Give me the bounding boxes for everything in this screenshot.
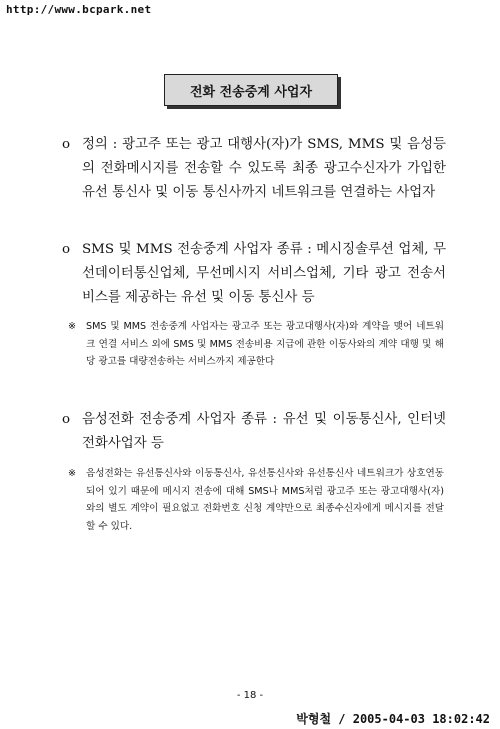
page-title <box>164 74 338 106</box>
author-timestamp: 박형철 / 2005-04-03 18:02:42 <box>296 712 490 726</box>
page-title-text: 전화 전송중계 사업자 <box>189 84 313 100</box>
bullet-definition <box>62 133 446 205</box>
bullet-text: SMS 및 MMS 전송중계 사업자 종류 : 메시징솔루션 업체, 무선데이터통신업체, 무선메시지 서비스업체, 기타 광고 전송서비스를 제공하는 유선 및 이동 통신사 등 <box>82 242 446 305</box>
note-sms-mms <box>68 318 444 371</box>
note-mark: ※ <box>68 468 77 479</box>
page-number: - 18 - <box>236 690 264 701</box>
bullet-mark: o <box>62 412 71 427</box>
bullet-text: 음성전화 전송중계 사업자 종류 : 유선 및 이동통신사, 인터넷 전화사업자 등 <box>82 412 446 451</box>
bullet-voice-types <box>62 408 446 456</box>
note-mark: ※ <box>68 321 77 332</box>
bullet-text: 정의 : 광고주 또는 광고 대행사(자)가 SMS, MMS 및 음성등의 전화메시지를 전송할 수 있도록 최종 광고수신자가 가입한 유선 통신사 및 이동 통신사까지 네트워크를 연결하는 사업자 <box>82 137 446 200</box>
bullet-mark: o <box>62 137 71 152</box>
header-url: http://www.bcpark.net <box>6 3 152 16</box>
bullet-mark: o <box>62 242 71 257</box>
note-text: 음성전화는 유선통신사와 이동통신사, 유선통신사와 유선통신사 네트워크가 상호연동되어 있기 때문에 메시지 전송에 대해 SMS나 MMS처럼 광고주 또는 광고대행사(자)와의 별도 계약이 필요없고 전화번호 신청 계약만으로 최종수신자에게 메시지를 전달할 수 있다. <box>86 468 444 532</box>
note-voice <box>68 465 444 535</box>
note-text: SMS 및 MMS 전송중계 사업자는 광고주 또는 광고대행사(자)와 계약을 맺어 네트워크 연결 서비스 외에 SMS 및 MMS 전송비용 지급에 관한 이동사와의 계약 대행 및 해당 광고를 대량전송하는 서비스까지 제공한다 <box>86 321 444 367</box>
bullet-sms-mms-types <box>62 238 446 310</box>
